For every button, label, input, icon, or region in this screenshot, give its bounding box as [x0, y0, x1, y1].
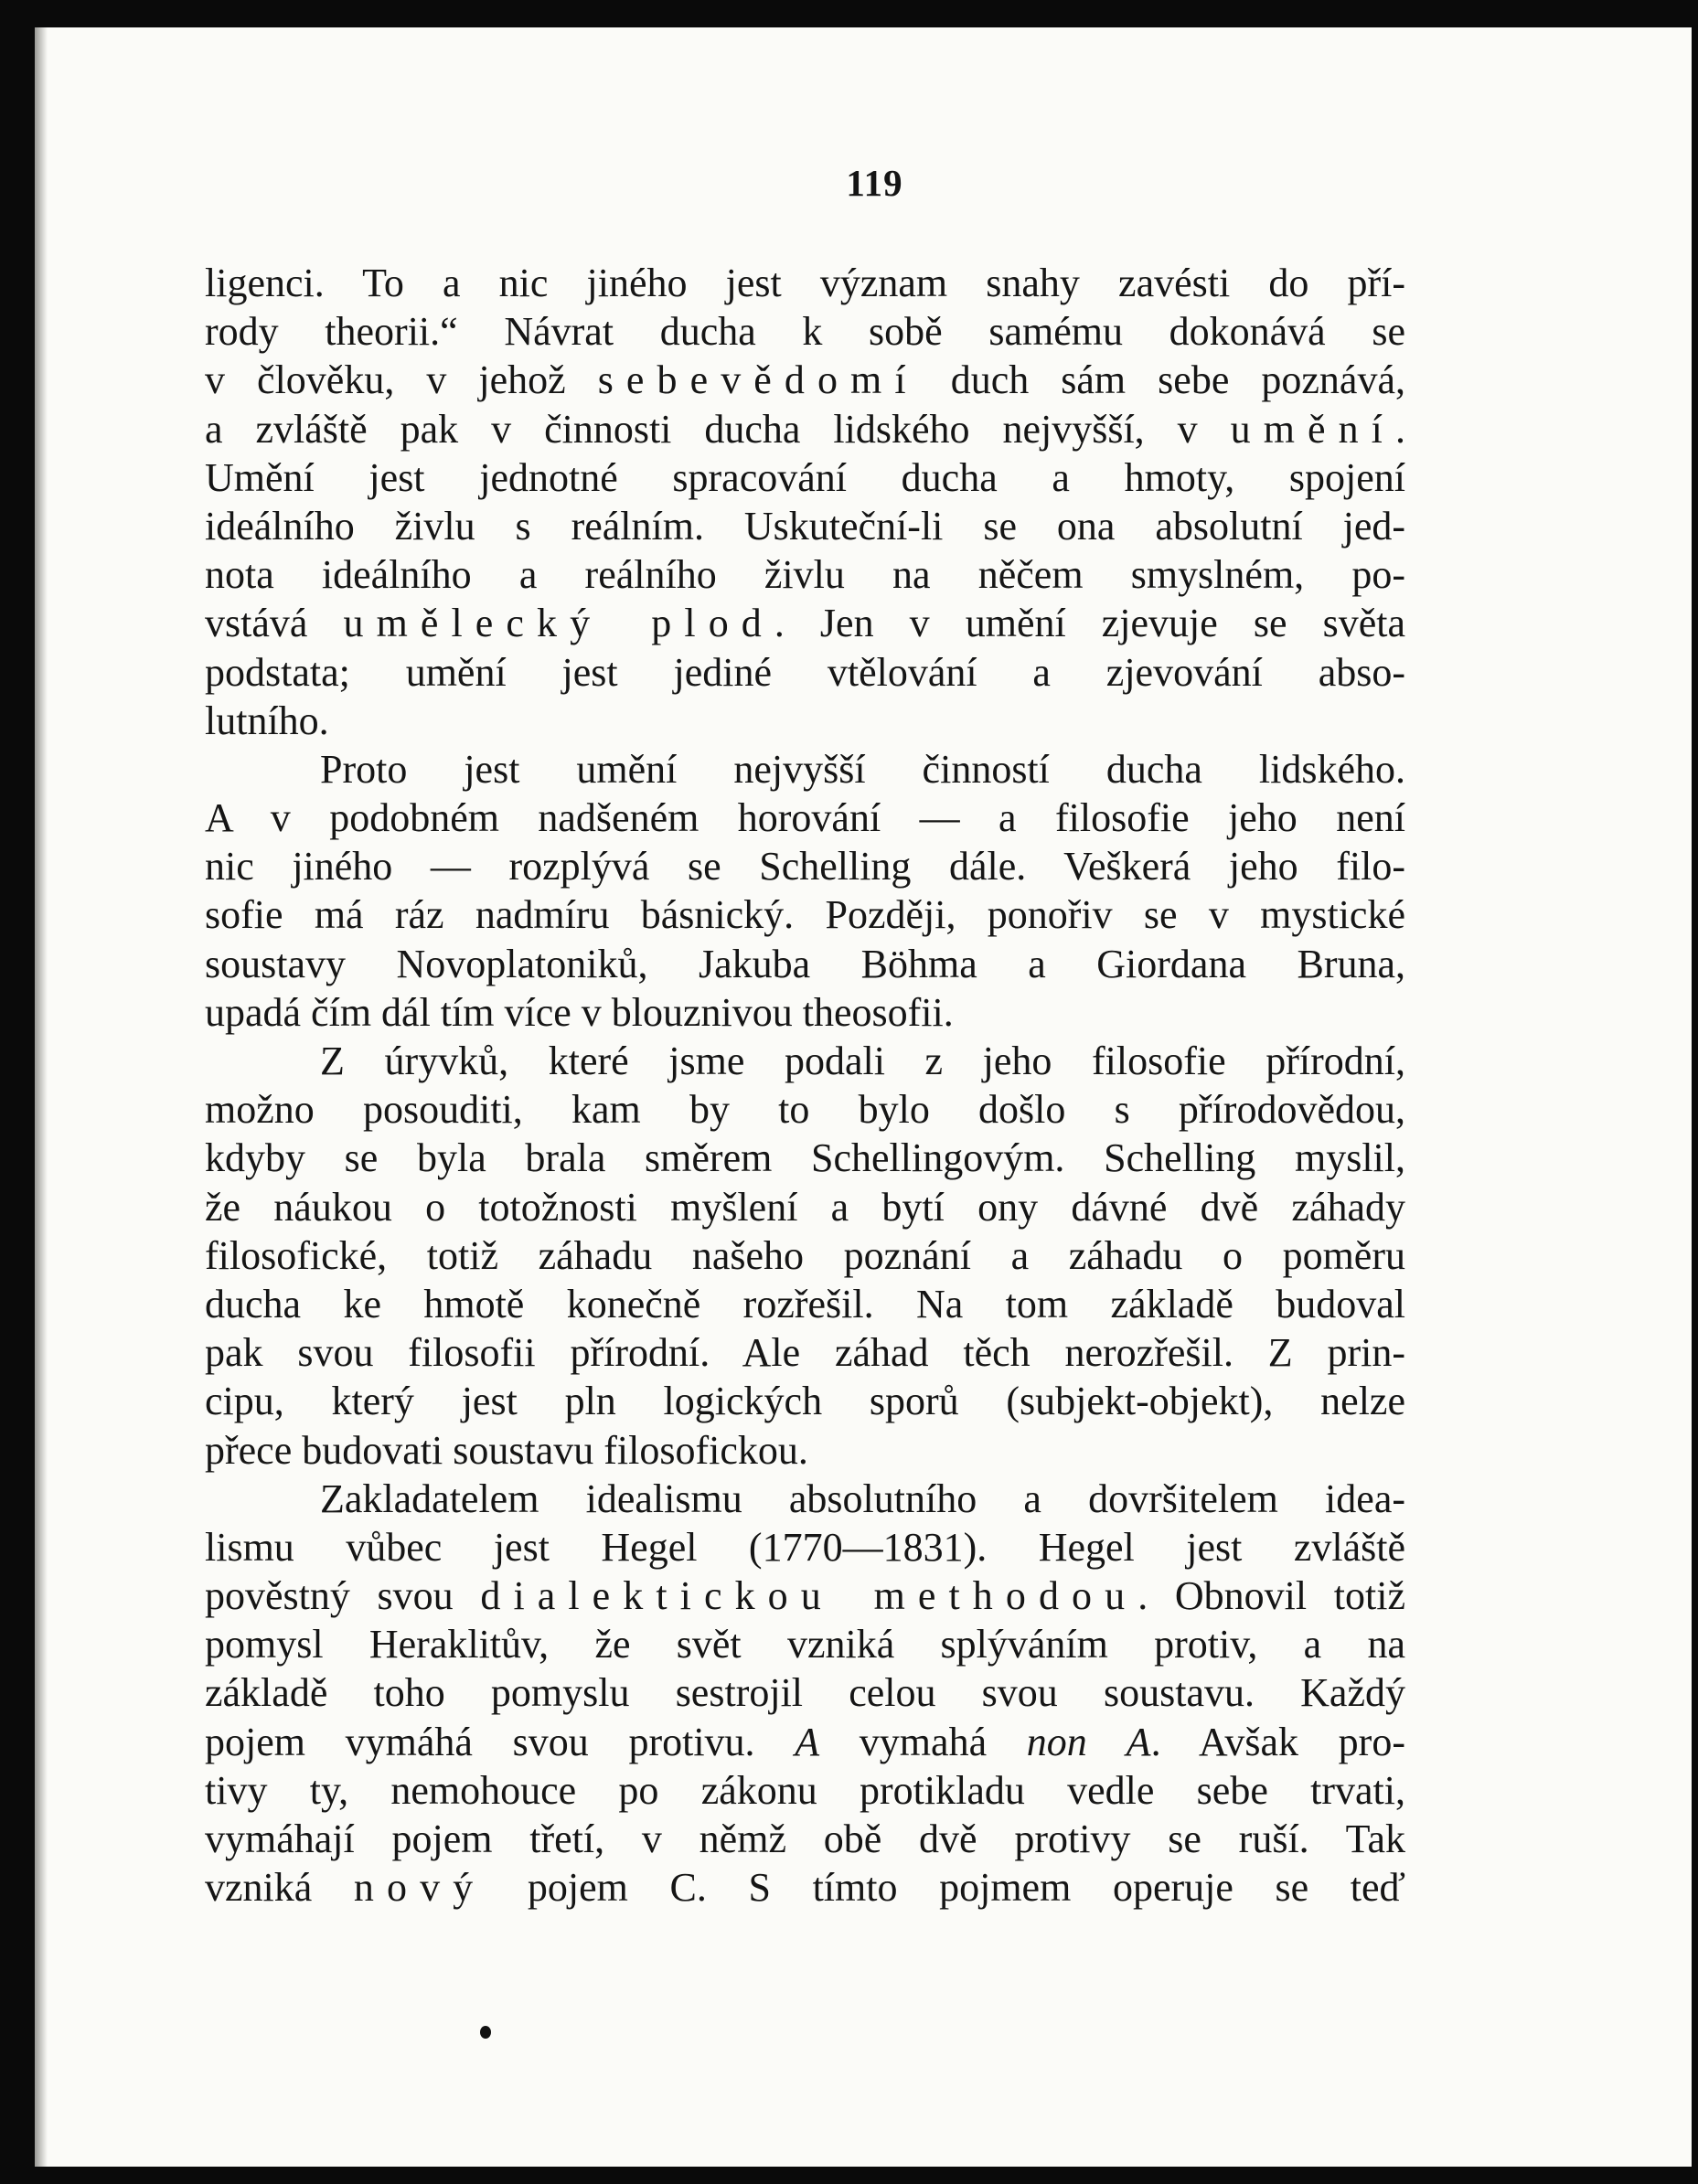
- text-line: Zakladatelem idealismu absolutního a dovršitelem idea-: [320, 1476, 1405, 1521]
- text-line: vymáhají pojem třetí, v němž obě dvě protivy se ruší. Tak: [205, 1816, 1405, 1861]
- text-line: lutního.: [205, 698, 329, 743]
- text-line: tivy ty, nemohouce po zákonu protikladu vedle sebe trvati,: [205, 1767, 1405, 1813]
- text-line: nic jiného — rozplývá se Schelling dále. Veškerá jeho filo-: [205, 844, 1405, 890]
- italic-term: non A: [1026, 1719, 1151, 1764]
- italic-term: A: [795, 1719, 820, 1764]
- text-line: pověstný svou dialektickou methodou. Obnovil totiž: [205, 1573, 1405, 1619]
- text-line: ligenci. To a nic jiného jest význam snahy zavésti do pří-: [205, 261, 1405, 305]
- text-line: rody theorii.“ Návrat ducha k sobě samému dokonává se: [205, 309, 1405, 355]
- text-line: pak svou filosofii přírodní. Ale záhad těch nerozřešil. Z prin-: [205, 1330, 1405, 1376]
- ink-dot-mark: [480, 2026, 491, 2039]
- spaced-emphasis: nový: [353, 1865, 486, 1911]
- text-line: ducha ke hmotě konečně rozřešil. Na tom základě budoval: [205, 1281, 1405, 1326]
- text-line: vstává umělecký plod. Jen v umění zjevuje se světa: [205, 601, 1405, 646]
- text-line: filosofické, totiž záhadu našeho poznání a záhadu o poměru: [205, 1232, 1405, 1278]
- text-line: že náukou o totožnosti myšlení a bytí ony dávné dvě záhady: [205, 1184, 1405, 1230]
- text-line: vzniká nový pojem C. S tímto pojmem operuje se teď: [205, 1865, 1405, 1911]
- spaced-emphasis: sebevědomí: [597, 357, 919, 403]
- text-line: a zvláště pak v činnosti ducha lidského nejvyšší, v umění.: [205, 406, 1405, 452]
- text-line: Umění jest jednotné spracování ducha a hmoty, spojení: [205, 454, 1405, 500]
- text-line: v člověku, v jehož sebevědomí duch sám sebe poznává,: [205, 357, 1405, 403]
- page-edge-shadow: [35, 27, 48, 2167]
- text-line: nota ideálního a reálního živlu na něčem smyslném, po-: [205, 552, 1405, 598]
- text-line: soustavy Novoplatoniků, Jakuba Böhma a Giordana Bruna,: [205, 941, 1405, 986]
- text-line: Z úryvků, které jsme podali z jeho filosofie přírodní,: [320, 1039, 1405, 1083]
- text-line: kdyby se byla brala směrem Schellingovým. Schelling myslil,: [205, 1135, 1405, 1181]
- spaced-emphasis: dialektickou methodou: [480, 1573, 1138, 1619]
- text-line: základě toho pomyslu sestrojil celou svou soustavu. Každý: [205, 1670, 1405, 1716]
- spaced-emphasis: umění: [1230, 406, 1395, 452]
- text-line: pomysl Heraklitův, že svět vzniká splýváním protiv, a na: [205, 1622, 1405, 1667]
- text-line: lismu vůbec jest Hegel (1770—1831). Hegel jest zvláště: [205, 1524, 1405, 1570]
- spaced-emphasis: umělecký plod: [343, 601, 774, 646]
- text-line: přece budovati soustavu filosofickou.: [205, 1427, 808, 1473]
- text-line: ideálního živlu s reálním. Uskuteční-li se ona absolutní jed-: [205, 503, 1405, 549]
- text-line: cipu, který jest pln logických sporů (subjekt-objekt), nelze: [205, 1379, 1405, 1424]
- text-line: podstata; umění jest jediné vtělování a zjevování abso-: [205, 649, 1405, 695]
- text-line: upadá čím dál tím více v blouznivou theosofii.: [205, 989, 954, 1035]
- text-line: pojem vymáhá svou protivu. A vymahá non A. Avšak pro-: [205, 1719, 1405, 1764]
- text-line: sofie má ráz nadmíru básnický. Později, ponořiv se v mystické: [205, 892, 1405, 938]
- text-line: A v podobném nadšeném horování — a filosofie jeho není: [205, 795, 1405, 841]
- body-text: [205, 259, 1405, 1912]
- page-number: 119: [846, 162, 903, 204]
- text-line: Proto jest umění nejvyšší činností ducha lidského.: [320, 746, 1405, 792]
- text-line: možno posouditi, kam by to bylo došlo s přírodovědou,: [205, 1087, 1405, 1133]
